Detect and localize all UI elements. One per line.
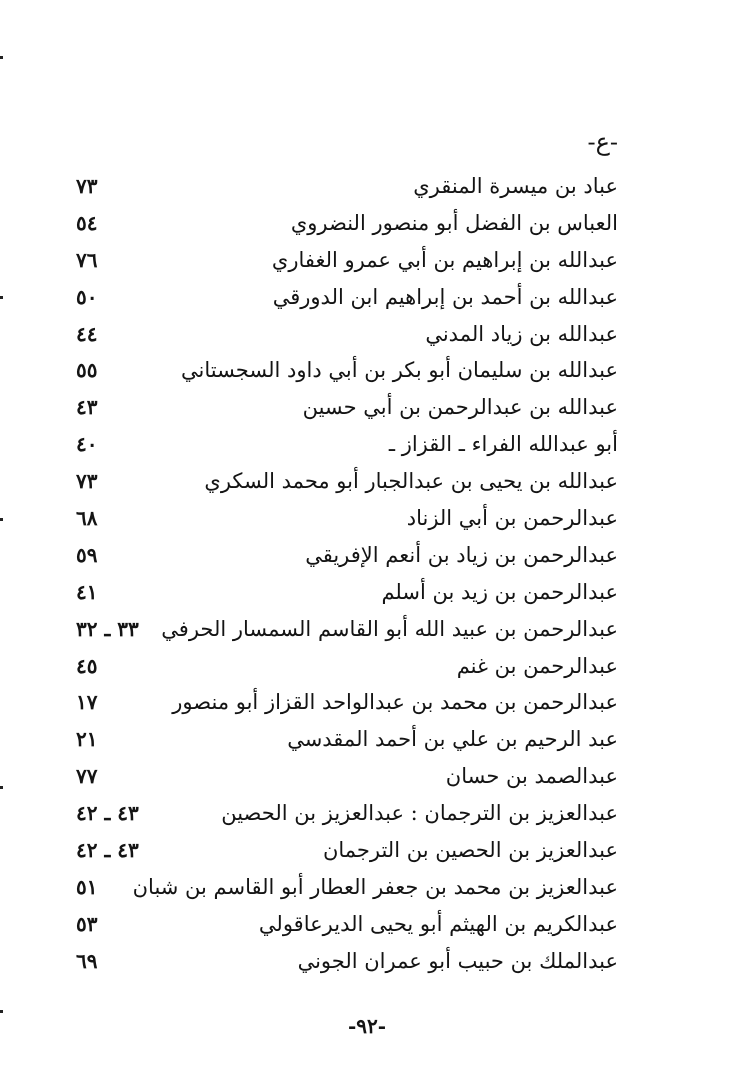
entry-name: عبدالعزيز بن الترجمان : عبدالعزيز بن الحصين (221, 801, 618, 826)
entry-name: عباد بن ميسرة المنقري (413, 174, 618, 198)
index-entry (76, 168, 618, 205)
entry-name: أبو عبدالله الفراء ـ القزاز ـ (388, 432, 618, 457)
index-entry (76, 242, 618, 279)
index-entry (76, 316, 618, 353)
entry-name: العباس بن الفضل أبو منصور النضروي (290, 210, 618, 235)
index-entry (76, 205, 618, 242)
entry-page-numbers: ٧٣ (76, 174, 98, 198)
scan-edge-mark (0, 296, 3, 299)
index-entry (76, 943, 618, 980)
entry-name: عبدالرحمن بن زياد بن أنعم الإفريقي (305, 542, 618, 567)
index-entry (76, 500, 618, 537)
index-entry (76, 721, 618, 758)
index-entry (76, 758, 618, 795)
entry-page-numbers: ٧٧ (76, 764, 98, 789)
entry-name: عبدالصمد بن حسان (445, 764, 618, 789)
index-entry (76, 684, 618, 721)
entry-name: عبد الرحيم بن علي بن أحمد المقدسي (287, 727, 618, 752)
entry-name: عبدالعزيز بن الحصين بن الترجمان (322, 838, 618, 863)
section-letter-heading: -ع- (587, 128, 618, 156)
entry-page-numbers: ٥٠ (76, 284, 98, 309)
entry-name: عبدالله بن يحيى بن عبدالجبار أبو محمد السكري (204, 469, 618, 494)
entry-name: عبدالله بن سليمان أبو بكر بن أبي داود السجستاني (180, 358, 618, 383)
entry-page-numbers: ٤٥ (76, 653, 98, 678)
scan-edge-mark (0, 518, 3, 521)
index-entry (76, 279, 618, 316)
index-entry (76, 352, 618, 389)
index-entry (76, 389, 618, 426)
entry-page-numbers: ٤٣ ـ ٤٢ (76, 801, 139, 826)
scan-edge-mark (0, 56, 3, 59)
index-entry (76, 795, 618, 832)
index-entry (76, 869, 618, 906)
entry-name: عبدالله بن عبدالرحمن بن أبي حسين (302, 395, 618, 420)
entry-name: عبدالله بن إبراهيم بن أبي عمرو الغفاري (271, 247, 618, 272)
entry-name: عبدالرحمن بن زيد بن أسلم (381, 579, 618, 604)
entry-name: عبدالرحمن بن عبيد الله أبو القاسم السمسار الحرفي (161, 616, 618, 641)
index-entry (76, 611, 618, 648)
entry-name: عبدالرحمن بن أبي الزناد (406, 506, 618, 531)
entry-page-numbers: ٤٤ (76, 321, 98, 346)
entry-page-numbers: ٣٣ ـ ٣٢ (76, 616, 139, 641)
entry-page-numbers: ٥٩ (76, 542, 98, 567)
entry-name: عبدالرحمن بن محمد بن عبدالواحد القزاز أبو منصور (172, 690, 618, 715)
index-entry (76, 463, 618, 500)
index-entry (76, 648, 618, 685)
entry-page-numbers: ٥٣ (76, 911, 98, 936)
page-number: -٩٢- (347, 1014, 387, 1038)
entry-page-numbers: ٢١ (76, 727, 98, 752)
entry-name: عبدالملك بن حبيب أبو عمران الجوني (297, 948, 618, 973)
index-entries-list (76, 168, 618, 980)
entry-name: عبدالله بن أحمد بن إبراهيم ابن الدورقي (272, 284, 618, 309)
entry-page-numbers: ٤٠ (76, 432, 98, 457)
entry-name: عبدالكريم بن الهيثم أبو يحيى الديرعاقولي (258, 911, 618, 936)
index-entry (76, 832, 618, 869)
entry-name: عبدالعزيز بن محمد بن جعفر العطار أبو القاسم بن شبان (132, 874, 618, 899)
entry-name: عبدالله بن زياد المدني (425, 321, 618, 346)
entry-page-numbers: ٦٩ (76, 948, 98, 973)
entry-name: عبدالرحمن بن غنم (456, 653, 618, 678)
entry-page-numbers: ٦٨ (76, 506, 98, 531)
entry-page-numbers: ٤٣ (76, 395, 98, 420)
entry-page-numbers: ٧٣ (76, 469, 98, 494)
entry-page-numbers: ٤١ (76, 579, 98, 604)
entry-page-numbers: ٥٤ (76, 210, 98, 235)
entry-page-numbers: ٥١ (76, 874, 98, 899)
entry-page-numbers: ١٧ (76, 690, 98, 715)
entry-page-numbers: ٤٣ ـ ٤٢ (76, 838, 139, 863)
index-entry (76, 537, 618, 574)
index-entry (76, 906, 618, 943)
index-entry (76, 574, 618, 611)
index-entry (76, 426, 618, 463)
entry-page-numbers: ٧٦ (76, 247, 98, 272)
scan-edge-mark (0, 786, 3, 789)
entry-page-numbers: ٥٥ (76, 358, 98, 383)
